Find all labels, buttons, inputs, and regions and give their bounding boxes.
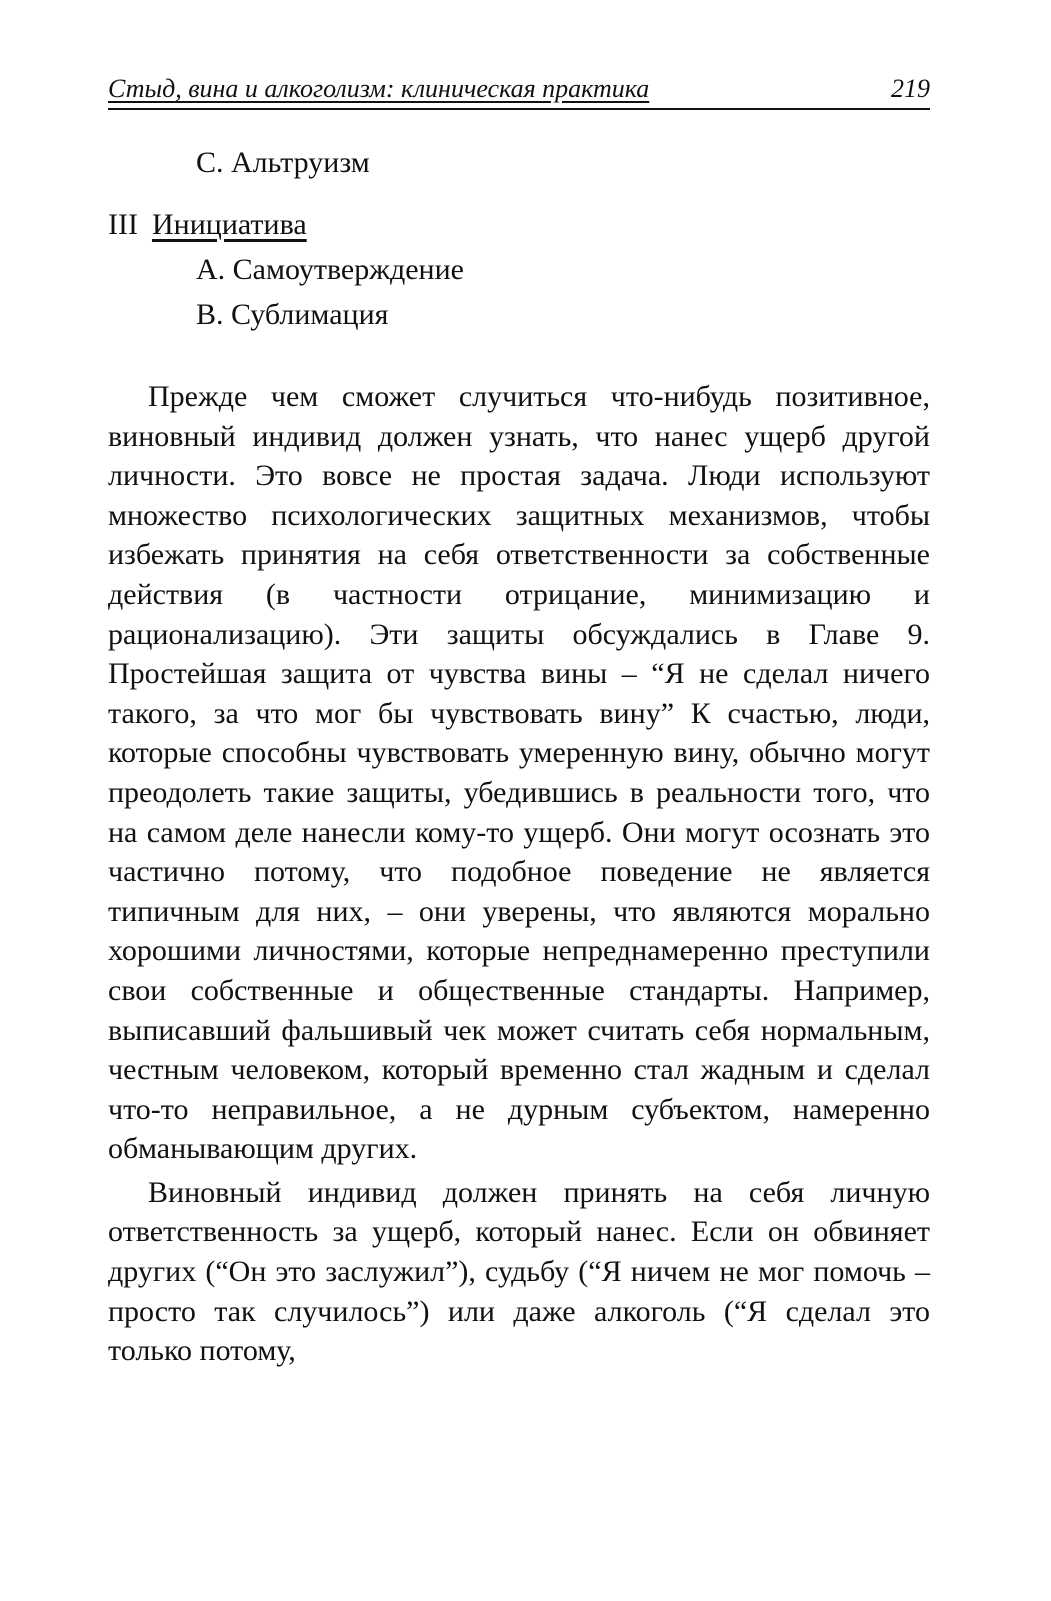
outline-section-numeral: III (108, 208, 138, 241)
body-text (108, 377, 930, 1371)
outline-item-self-assertion: A. Самоутверждение (196, 253, 464, 286)
outline-item-sublimation: B. Сублимация (196, 298, 389, 331)
outline-list (108, 140, 930, 337)
page-number: 219 (891, 74, 930, 103)
paragraph: Виновный индивид должен принять на себя личную ответственность за ущерб, который нанес. Если он обвиняет других (“Он это заслужил”), судьбу (“Я ничем не мог помочь – просто так случилось”) или даже алкоголь (“Я сделал это только потому, (108, 1175, 930, 1368)
book-page (108, 72, 930, 1371)
outline-section-heading: Инициатива (151, 208, 307, 241)
paragraph: Прежде чем сможет случиться что-нибудь позитивное, виновный индивид должен узнать, что нанес ущерб другой личности. Это вовсе не простая задача. Люди используют множество психологических защитных механизмов, чтобы избежать принятия на себя ответственности за собственные действия (в частности отрицание, минимизацию и рационализацию). Эти защиты обсуждались в Главе 9. Простейшая защита от чувства вины – “Я не сделал ничего такого, за что мог бы чувствовать вину” К счастью, люди, которые способны чувствовать умеренную вину, обычно могут преодолеть такие защиты, убедившись в реальности того, что на самом деле нанесли кому-то ущерб. Они могут осознать это частично потому, что подобное поведение не является типичным для них, – они уверены, что являются морально хорошими личностями, которые непреднамеренно преступили свои собственные и общественные стандарты. Например, выписавший фальшивый чек может считать себя нормальным, честным человеком, который временно стал жадным и сделал что-то неправильное, а не дурным субъектом, намеренно обманывающим других. (108, 380, 930, 1166)
running-header (108, 72, 930, 110)
outline-section-initiative (108, 202, 930, 247)
running-header-title: Стыд, вина и алкоголизм: клиническая практика (108, 74, 650, 103)
outline-item-altruism: C. Альтруизм (196, 146, 370, 179)
